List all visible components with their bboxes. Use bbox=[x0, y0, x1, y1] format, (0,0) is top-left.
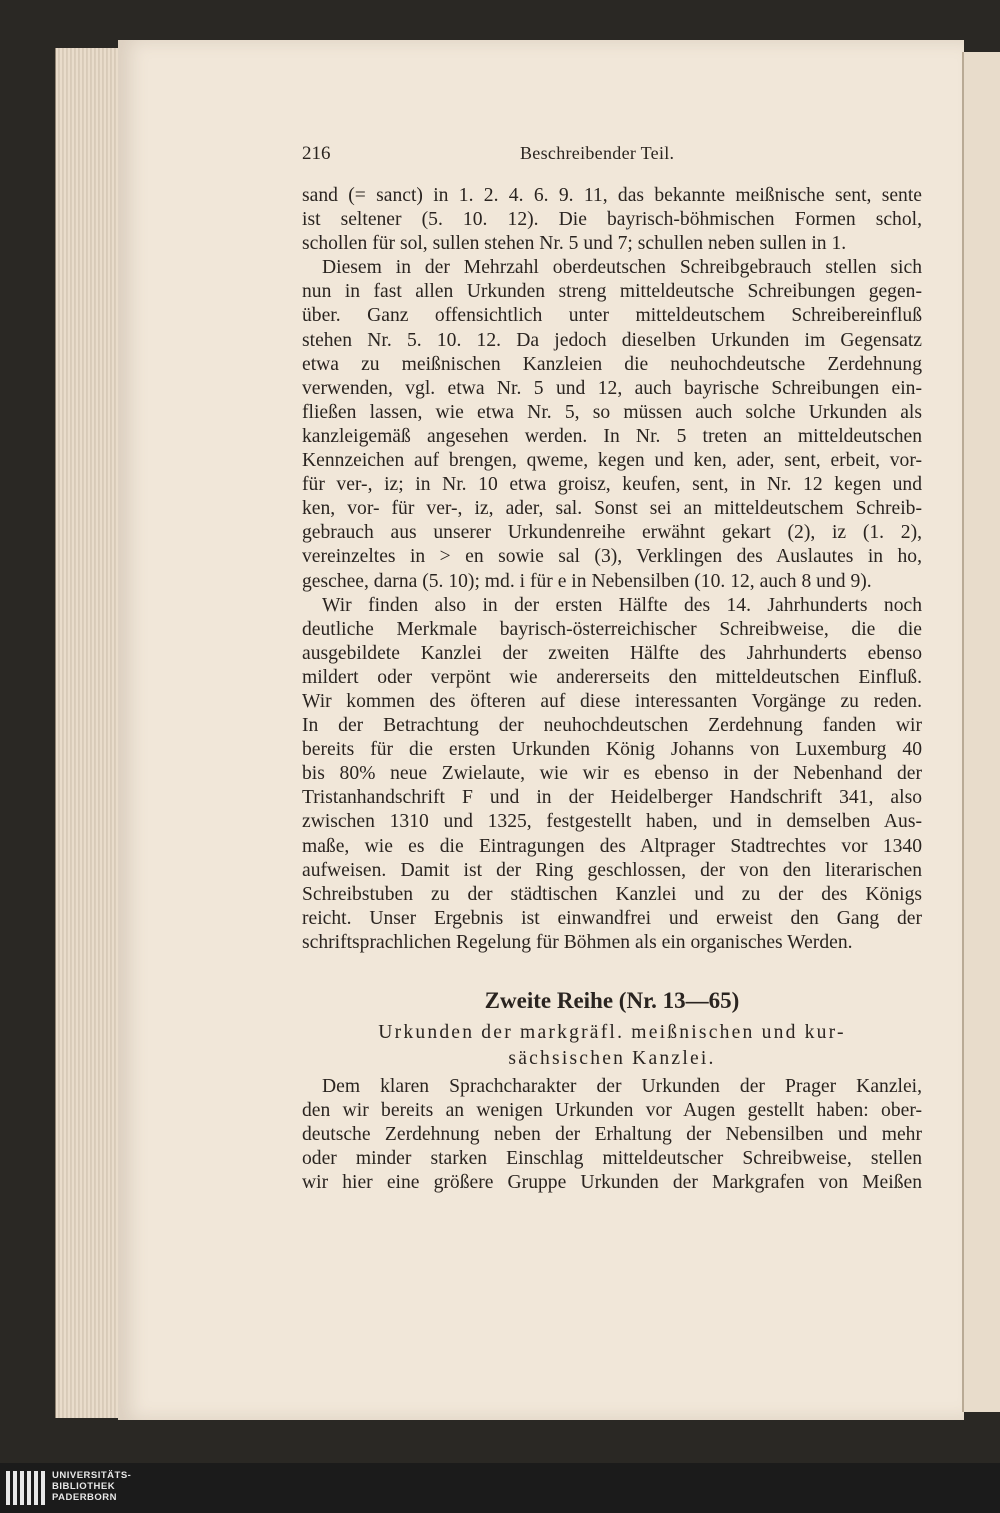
text-line: über. Ganz offensichtlich unter mitteldeutschem Schreibereinfluß bbox=[302, 305, 922, 327]
text-line: vereinzeltes in > en sowie sal (3), Verklingen des Auslautes in ho, bbox=[302, 546, 922, 568]
text-line: Kennzeichen auf brengen, qweme, kegen und ken, ader, sent, erbeit, vor- bbox=[302, 450, 922, 472]
text-line: deutliche Merkmale bayrisch-österreichischer Schreibweise, die die bbox=[302, 618, 922, 640]
adjacent-page-edge bbox=[962, 52, 1000, 1412]
logo-line: BIBLIOTHEK bbox=[52, 1481, 116, 1492]
text-line: ausgebildete Kanzlei der zweiten Hälfte des Jahrhunderts ebenso bbox=[302, 642, 922, 664]
text-line: maße, wie es die Eintragungen des Altprager Stadtrechtes vor 1340 bbox=[302, 835, 922, 857]
text-line: Wir kommen des öfteren auf diese interessanten Vorgänge zu reden. bbox=[302, 690, 922, 712]
library-footer bbox=[0, 1463, 1000, 1513]
section-subtitle-line: Urkunden der markgräfl. meißnischen und kur- bbox=[378, 1022, 846, 1043]
text-line: sand (= sanct) in 1. 2. 4. 6. 9. 11, das bekannte meißnische sent, sente bbox=[302, 185, 922, 206]
text-line: ist seltener (5. 10. 12). Die bayrisch-böhmischen Formen schol, bbox=[302, 209, 922, 231]
text-line: Wir finden also in der ersten Hälfte des 14. Jahrhunderts noch bbox=[322, 594, 922, 616]
library-logo-icon bbox=[6, 1471, 46, 1505]
text-line: fließen lassen, wie etwa Nr. 5, so müssen auch solche Urkunden als bbox=[302, 401, 922, 423]
text-line: oder minder starken Einschlag mitteldeutscher Schreibweise, stellen bbox=[302, 1148, 922, 1170]
text-line: aufweisen. Damit ist der Ring geschlossen, der von den literarischen bbox=[302, 859, 922, 881]
text-line: ken, vor- für ver-, iz, ader, sal. Sonst sei an mitteldeutschem Schreib- bbox=[302, 498, 922, 520]
text-line: nun in fast allen Urkunden streng mitteldeutsche Schreibungen gegen- bbox=[302, 281, 922, 303]
text-line: Schreibstuben zu der städtischen Kanzlei und zu der des Königs bbox=[302, 883, 922, 905]
logo-line: PADERBORN bbox=[52, 1492, 118, 1503]
running-title: Beschreibender Teil. bbox=[520, 143, 675, 163]
text-line: den wir bereits an wenigen Urkunden vor Augen gestellt haben: ober- bbox=[302, 1100, 922, 1122]
text-line: stehen Nr. 5. 10. 12. Da jedoch dieselben Urkunden im Gegensatz bbox=[302, 329, 922, 351]
text-line: Dem klaren Sprachcharakter der Urkunden der Prager Kanzlei, bbox=[322, 1076, 922, 1097]
text-line: schollen für sol, sullen stehen Nr. 5 und 7; schullen neben sullen in 1. bbox=[302, 233, 847, 255]
text-line: mildert oder verpönt wie andererseits den mitteldeutschen Einfluß. bbox=[302, 666, 922, 688]
text-line: In der Betrachtung der neuhochdeutschen Zerdehnung fanden wir bbox=[302, 715, 922, 737]
text-line: für ver-, iz; in Nr. 10 etwa groisz, keufen, sent, in Nr. 12 kegen und bbox=[302, 474, 922, 496]
section-title: Zweite Reihe (Nr. 13—65) bbox=[484, 988, 740, 1013]
library-logo-text bbox=[52, 1470, 131, 1503]
body-text-bottom bbox=[302, 1075, 922, 1195]
text-line: gebrauch aus unserer Urkundenreihe erwähnt gekart (2), iz (1. 2), bbox=[302, 522, 922, 544]
text-line: zwischen 1310 und 1325, festgestellt haben, und in demselben Aus- bbox=[302, 811, 922, 833]
text-line: etwa zu meißnischen Kanzleien die neuhochdeutsche Zerdehnung bbox=[302, 353, 922, 375]
text-line: Tristanhandschrift F und in der Heidelberger Handschrift 341, also bbox=[302, 787, 922, 809]
text-line: bereits für die ersten Urkunden König Johanns von Luxemburg 40 bbox=[302, 739, 922, 761]
text-line: verwenden, vgl. etwa Nr. 5 und 12, auch bayrische Schreibungen ein- bbox=[302, 377, 922, 399]
text-line: reicht. Unser Ergebnis ist einwandfrei und erweist den Gang der bbox=[302, 907, 922, 929]
body-text-top bbox=[302, 184, 922, 955]
text-line: geschee, darna (5. 10); md. i für e in Nebensilben (10. 12, auch 8 und 9). bbox=[302, 570, 872, 592]
text-line: kanzleigemäß angesehen werden. In Nr. 5 treten an mitteldeutschen bbox=[302, 425, 922, 447]
section-subtitle-line: sächsischen Kanzlei. bbox=[508, 1048, 716, 1069]
text-line: bis 80% neue Zwielaute, wie wir es ebenso in der Nebenhand der bbox=[302, 763, 922, 785]
text-line: deutsche Zerdehnung neben der Erhaltung der Nebensilben und mehr bbox=[302, 1124, 922, 1146]
logo-line: UNIVERSITÄTS- bbox=[52, 1470, 132, 1481]
text-line: wir hier eine größere Gruppe Urkunden der Markgrafen von Meißen bbox=[302, 1172, 922, 1194]
page-number: 216 bbox=[302, 143, 331, 164]
section-subtitle bbox=[302, 1020, 922, 1072]
page-header bbox=[302, 143, 922, 173]
text-line: Diesem in der Mehrzahl oberdeutschen Schreibgebrauch stellen sich bbox=[322, 257, 922, 279]
text-line: schriftsprachlichen Regelung für Böhmen als ein organisches Werden. bbox=[302, 931, 853, 953]
